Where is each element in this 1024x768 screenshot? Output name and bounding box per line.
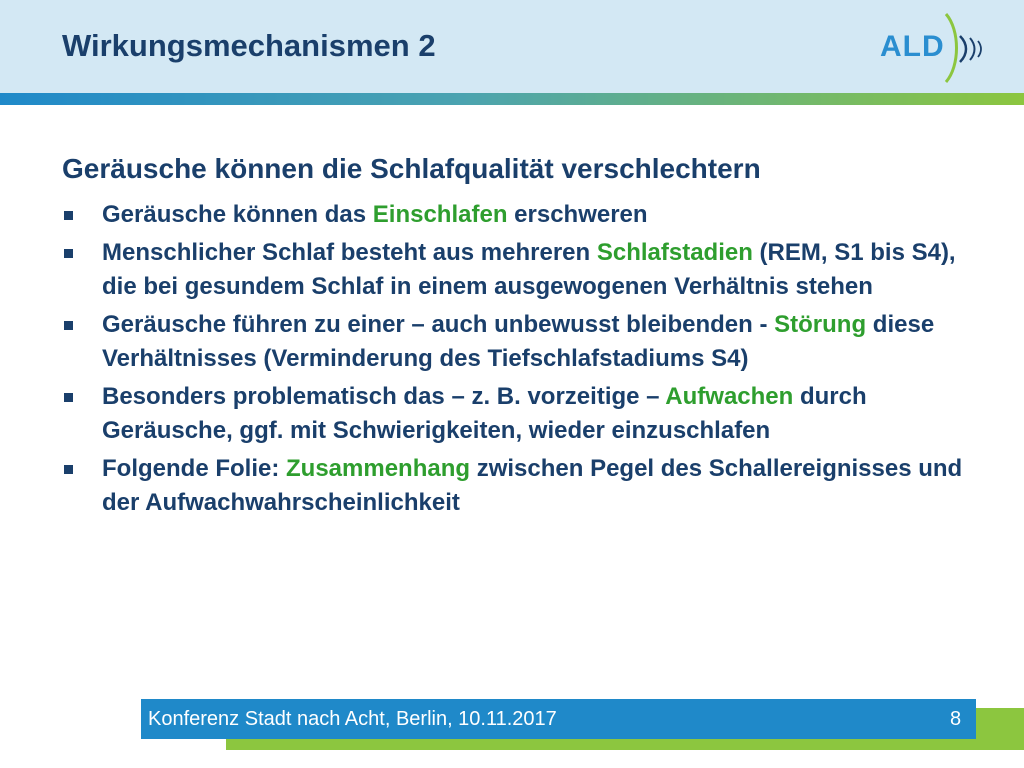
slide-title: Wirkungsmechanismen 2	[62, 28, 436, 63]
square-bullet-icon	[64, 321, 73, 330]
bullet-item: Geräusche können das Einschlafen erschweren	[62, 198, 982, 232]
square-bullet-icon	[64, 465, 73, 474]
bullet-item: Besonders problematisch das – z. B. vorzeitige – Aufwachen durch Geräusche, ggf. mit Schwierigkeiten, wieder einzuschlafen	[62, 380, 982, 448]
footer-text: Konferenz Stadt nach Acht, Berlin, 10.11.2017	[148, 708, 557, 730]
highlight-term: Schlafstadien	[596, 239, 753, 266]
square-bullet-icon	[64, 211, 73, 220]
header-gradient-bar	[0, 93, 1024, 105]
bullet-list	[62, 198, 982, 520]
highlight-term: Störung	[774, 311, 867, 338]
page-number: 8	[950, 708, 962, 730]
slide-header	[0, 0, 1024, 93]
highlight-term: Zusammenhang	[286, 455, 471, 482]
slide-subtitle: Geräusche können die Schlafqualität verschlechtern	[62, 153, 761, 184]
ald-logo	[880, 10, 990, 86]
square-bullet-icon	[64, 393, 73, 402]
highlight-term: Aufwachen	[665, 383, 794, 410]
slide-content	[62, 150, 982, 524]
highlight-term: Einschlafen	[372, 201, 508, 228]
logo-text: ALD	[880, 30, 945, 63]
sound-waves-icon	[938, 10, 990, 86]
square-bullet-icon	[64, 249, 73, 258]
bullet-item: Folgende Folie: Zusammenhang zwischen Pegel des Schallereignisses und der Aufwachwahrscheinlichkeit	[62, 452, 982, 520]
bullet-item: Menschlicher Schlaf besteht aus mehreren Schlafstadien (REM, S1 bis S4), die bei gesundem Schlaf in einem ausgewogenen Verhältnis stehen	[62, 236, 982, 304]
bullet-item: Geräusche führen zu einer – auch unbewusst bleibenden - Störung diese Verhältnisses (Verminderung des Tiefschlafstadiums S4)	[62, 308, 982, 376]
